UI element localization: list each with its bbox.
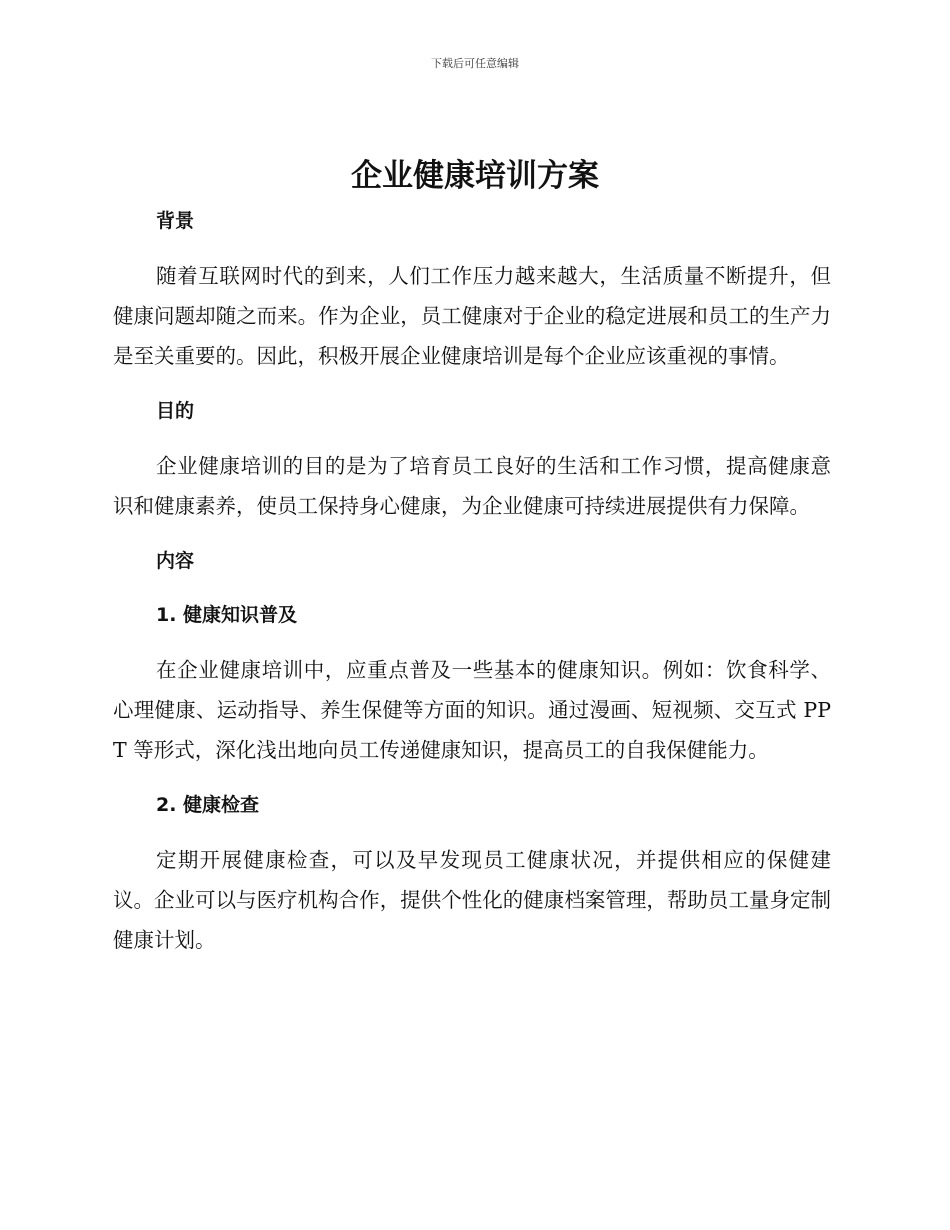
section-text-background: 随着互联网时代的到来，人们工作压力越来越大，生活质量不断提升，但健康问题却随之而来。作为企业，员工健康对于企业的稳定进展和员工的生产力是至关重要的。因此，积极开展企业健康培训是每个企业应该重视的事情。: [113, 264, 831, 368]
section-heading-purpose: 目的: [156, 400, 195, 422]
document-title: 企业健康培训方案: [351, 158, 599, 194]
subsection-heading-health-check: 2. 健康检查: [156, 794, 260, 816]
subsection-text-health-knowledge: 在企业健康培训中，应重点普及一些基本的健康知识。例如：饮食科学、心理健康、运动指导、养生保健等方面的知识。通过漫画、短视频、交互式 PPT 等形式，深化浅出地向员工传递健康知识，提高员工的自我保健能力。: [113, 658, 831, 762]
header-note: 下载后可任意编辑: [431, 57, 519, 70]
subsection-heading-health-knowledge: 1. 健康知识普及: [156, 604, 298, 626]
subsection-text-health-check: 定期开展健康检查，可以及早发现员工健康状况，并提供相应的保健建议。企业可以与医疗机构合作，提供个性化的健康档案管理，帮助员工量身定制健康计划。: [113, 848, 831, 952]
section-heading-content: 内容: [156, 550, 195, 572]
section-text-purpose: 企业健康培训的目的是为了培育员工良好的生活和工作习惯，提高健康意识和健康素养，使员工保持身心健康，为企业健康可持续进展提供有力保障。: [113, 454, 831, 518]
section-heading-background: 背景: [156, 210, 195, 232]
document-body: [113, 202, 831, 960]
